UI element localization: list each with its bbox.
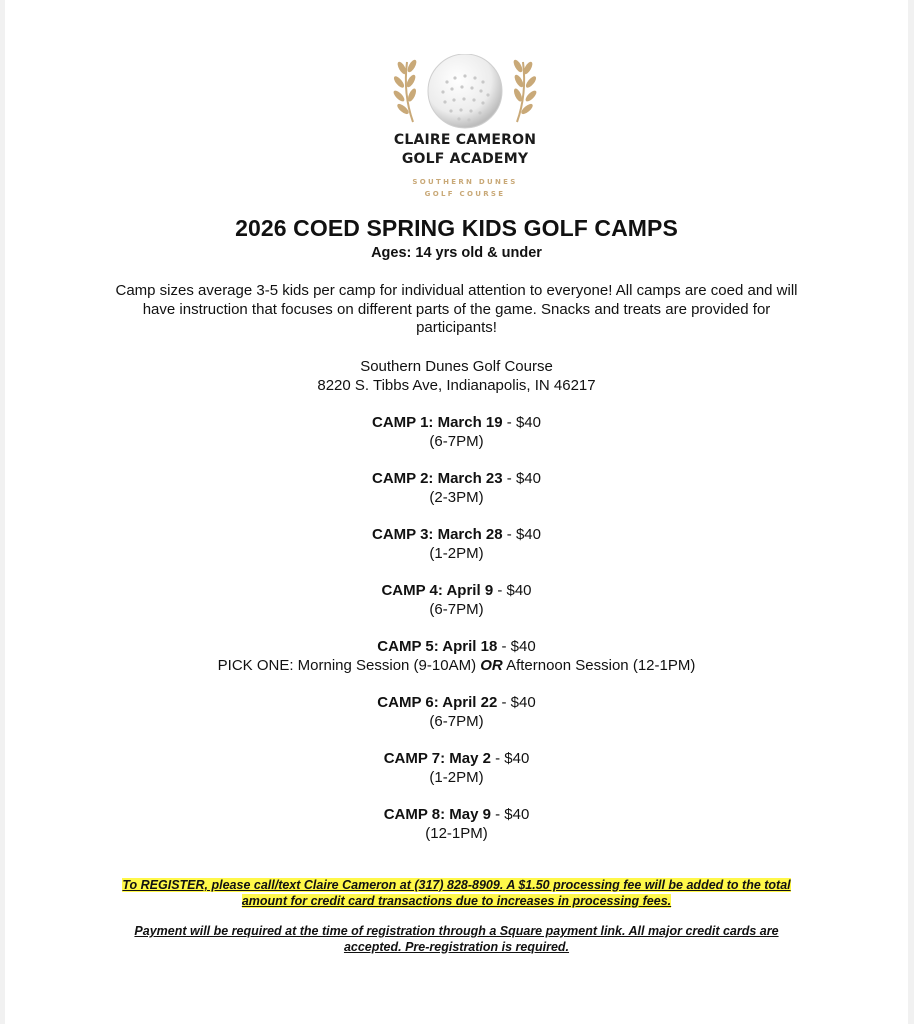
age-requirement: Ages: 14 yrs old & under	[371, 245, 542, 261]
camp-time: (6-7PM)	[429, 433, 484, 450]
camp-time: (6-7PM)	[429, 713, 484, 730]
camp-label: CAMP 6: April 22	[377, 694, 498, 711]
flyer-page	[5, 0, 908, 1024]
camp-time: (6-7PM)	[429, 601, 484, 618]
camp-price: - $40	[490, 750, 530, 767]
venue-address: 8220 S. Tibbs Ave, Indianapolis, IN 46217	[317, 377, 596, 394]
logo-name-line1: CLAIRE CAMERON	[393, 132, 537, 148]
academy-logo	[377, 54, 553, 204]
camp-label: CAMP 4: April 9	[381, 582, 494, 599]
registration-notice-text: To REGISTER, please call/text Claire Cameron at (317) 828-8909. A $1.50 processing fee will be added to the total amount for credit card transactions due to increases in processing fees.	[122, 878, 791, 908]
camp-price: - $40	[490, 806, 530, 823]
venue-block	[5, 357, 908, 395]
logo-sub-line1: SOUTHERN DUNES	[412, 178, 518, 186]
camp-price: - $40	[493, 582, 532, 599]
camp-time: (12-1PM)	[425, 825, 488, 842]
camp-item	[5, 693, 908, 731]
laurel-left-icon	[392, 58, 418, 122]
venue-name: Southern Dunes Golf Course	[360, 358, 553, 375]
camp-price: - $40	[497, 638, 536, 655]
payment-notice: Payment will be required at the time of registration through a Square payment link. All major credit cards are accepted. Pre-registration is required.	[134, 924, 779, 954]
page-title: 2026 COED SPRING KIDS GOLF CAMPS	[235, 215, 678, 241]
golf-ball-laurel-icon	[377, 54, 553, 134]
camp-time: (2-3PM)	[429, 489, 484, 506]
golf-ball-icon	[428, 54, 502, 128]
camp-time: (1-2PM)	[429, 545, 484, 562]
intro-paragraph: Camp sizes average 3-5 kids per camp for individual attention to everyone! All camps are coed and will have instruction that focuses on different parts of the game. Snacks and treats are provided for participants!	[115, 282, 798, 336]
camp-label: CAMP 7: May 2	[383, 750, 491, 767]
logo-sub-line2: GOLF COURSE	[424, 190, 506, 198]
registration-notice	[105, 878, 808, 909]
camp-price: - $40	[502, 526, 541, 543]
camp-label: CAMP 8: May 9	[383, 806, 491, 823]
camp-time	[5, 656, 908, 675]
session-afternoon: Afternoon Session (12-1PM)	[502, 657, 696, 674]
session-or: OR	[480, 657, 503, 674]
camp-price: - $40	[502, 470, 541, 487]
camp-price: - $40	[497, 694, 536, 711]
camp-price: - $40	[502, 414, 541, 431]
camp-label: CAMP 5: April 18	[377, 638, 498, 655]
camp-item	[5, 805, 908, 843]
camp-time: (1-2PM)	[429, 769, 484, 786]
laurel-right-icon	[512, 58, 538, 122]
camp-item	[5, 469, 908, 507]
camp-label: CAMP 3: March 28	[372, 526, 503, 543]
camp-item	[5, 637, 908, 675]
camp-item	[5, 749, 908, 787]
camp-label: CAMP 2: March 23	[372, 470, 503, 487]
camp-item	[5, 525, 908, 563]
camp-item	[5, 413, 908, 451]
session-morning: PICK ONE: Morning Session (9-10AM)	[217, 657, 481, 674]
camp-label: CAMP 1: March 19	[372, 414, 503, 431]
camp-item	[5, 581, 908, 619]
logo-name-line2: GOLF ACADEMY	[401, 151, 529, 167]
